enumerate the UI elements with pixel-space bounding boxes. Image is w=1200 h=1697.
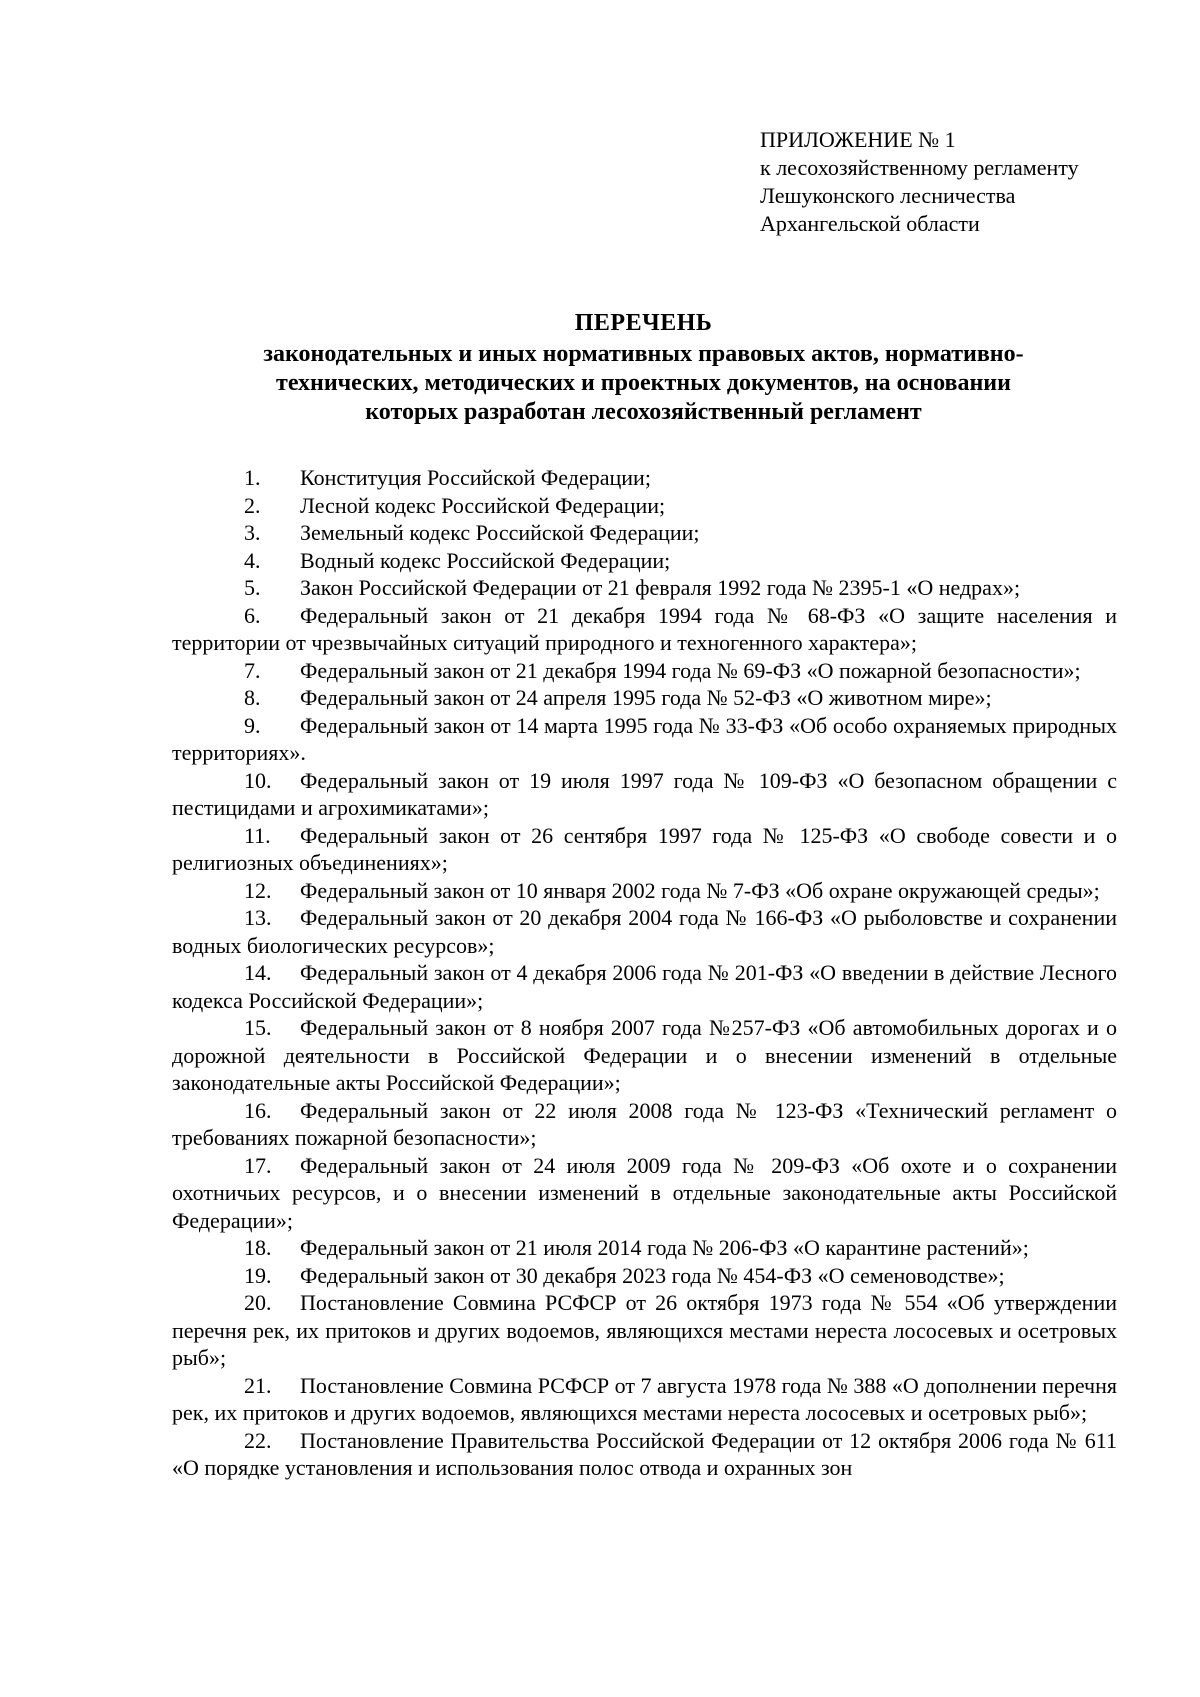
appendix-line-3: Лешуконского лесничества xyxy=(760,183,1016,208)
list-item-number: 3. xyxy=(244,520,261,545)
list-item xyxy=(172,904,1117,959)
appendix-line-4: Архангельской области xyxy=(760,211,980,236)
list-item-text: Конституция Российской Федерации; xyxy=(300,465,651,490)
list-item-text: Федеральный закон от 14 марта 1995 года № 33-ФЗ «Об особо охраняемых природных территориях». xyxy=(172,712,1117,765)
list-item xyxy=(172,602,1117,657)
list-item xyxy=(172,767,1117,822)
list-item-text: Водный кодекс Российской Федерации; xyxy=(300,547,671,573)
list-item-text: Федеральный закон от 21 декабря 1994 года № 69-ФЗ «О пожарной безопасности»; xyxy=(300,657,1081,683)
list-item xyxy=(172,1234,1117,1262)
list-item-number: 14. xyxy=(244,960,272,985)
list-item xyxy=(172,1014,1117,1097)
list-item-number: 1. xyxy=(244,465,261,490)
list-item xyxy=(172,1289,1117,1372)
list-item-text: Федеральный закон от 20 декабря 2004 года № 166-ФЗ «О рыболовстве и сохранении водных биологических ресурсов»; xyxy=(172,905,1117,958)
list-item-text: Федеральный закон от 4 декабря 2006 года № 201-ФЗ «О введении в действие Лесного кодекса Российской Федерации»; xyxy=(172,960,1117,1013)
list-item xyxy=(172,959,1117,1014)
list-item-text: Федеральный закон от 21 июля 2014 года № 206-ФЗ «О карантине растений»; xyxy=(300,1235,1029,1260)
page-subtitle xyxy=(170,340,1117,427)
acts-list xyxy=(172,464,1117,1482)
list-item xyxy=(172,684,1117,712)
list-item-text: Федеральный закон от 24 апреля 1995 года № 52-ФЗ «О животном мире»; xyxy=(300,685,992,710)
list-item-text: Федеральный закон от 26 сентября 1997 года № 125-ФЗ «О свободе совести и о религиозных объединениях»; xyxy=(172,822,1117,875)
list-item-number: 21. xyxy=(244,1372,272,1398)
list-item-number: 8. xyxy=(244,685,261,710)
list-item-text: Федеральный закон от 24 июля 2009 года № 209-ФЗ «Об охоте и о сохранении охотничьих ресурсов, и о внесении изменений в отдельные законодательные акты Российской Федерации»; xyxy=(172,1152,1117,1233)
list-item-number: 7. xyxy=(244,657,261,683)
list-item-number: 11. xyxy=(244,822,271,848)
list-item xyxy=(172,1427,1117,1482)
list-item xyxy=(172,547,1117,575)
list-item xyxy=(172,877,1117,905)
list-item-number: 5. xyxy=(244,575,261,600)
appendix-line-1: ПРИЛОЖЕНИЕ № 1 xyxy=(760,127,956,152)
list-item-number: 13. xyxy=(244,905,272,930)
list-item xyxy=(172,1152,1117,1235)
list-item-number: 20. xyxy=(244,1290,272,1315)
list-item-text: Федеральный закон от 30 декабря 2023 года № 454-ФЗ «О семеноводстве»; xyxy=(300,1262,1005,1288)
list-item xyxy=(172,1372,1117,1427)
list-item-number: 12. xyxy=(244,877,272,903)
list-item-text: Лесной кодекс Российской Федерации; xyxy=(300,492,666,518)
list-item xyxy=(172,492,1117,520)
list-item xyxy=(172,464,1117,492)
list-item-text: Федеральный закон от 8 ноября 2007 года №257-ФЗ «Об автомобильных дорогах и о дорожной деятельности в Российской Федерации и о внесении изменений в отдельные законодательные акты Российской Федерации»; xyxy=(172,1015,1117,1095)
list-item-number: 18. xyxy=(244,1235,272,1260)
list-item-number: 22. xyxy=(244,1427,272,1453)
list-item xyxy=(172,574,1117,602)
list-item-number: 9. xyxy=(244,712,261,738)
list-item-text: Постановление Совмина РСФСР от 7 августа 1978 года № 388 «О дополнении перечня рек, их притоков и других водоемов, являющихся местами нереста лососевых и осетровых рыб»; xyxy=(172,1372,1117,1425)
list-item-number: 19. xyxy=(244,1262,272,1288)
list-item xyxy=(172,519,1117,547)
list-item-text: Закон Российской Федерации от 21 февраля 1992 года № 2395-1 «О недрах»; xyxy=(300,575,1021,600)
list-item xyxy=(172,822,1117,877)
list-item xyxy=(172,712,1117,767)
list-item-text: Земельный кодекс Российской Федерации; xyxy=(300,520,700,545)
list-item-text: Федеральный закон от 10 января 2002 года № 7-ФЗ «Об охране окружающей среды»; xyxy=(300,877,1100,903)
subtitle-line-1: законодательных и иных нормативных правовых актов, нормативно- xyxy=(263,341,1024,367)
list-item xyxy=(172,657,1117,685)
list-item-text: Федеральный закон от 19 июля 1997 года № 109-ФЗ «О безопасном обращении с пестицидами и агрохимикатами»; xyxy=(172,767,1117,820)
list-item-number: 17. xyxy=(244,1152,272,1178)
list-item xyxy=(172,1097,1117,1152)
title-block xyxy=(170,308,1117,427)
list-item-number: 2. xyxy=(244,492,261,518)
page-title: ПЕРЕЧЕНЬ xyxy=(574,310,713,336)
list-item-number: 10. xyxy=(244,767,272,793)
list-item-text: Федеральный закон от 21 декабря 1994 года № 68-ФЗ «О защите населения и территории от чрезвычайных ситуаций природного и техногенного характера»; xyxy=(172,602,1117,655)
list-item-number: 4. xyxy=(244,547,261,573)
subtitle-line-3: которых разработан лесохозяйственный регламент xyxy=(365,399,922,425)
appendix-line-2: к лесохозяйственному регламенту xyxy=(760,155,1079,180)
subtitle-line-2: технических, методических и проектных документов, на основании xyxy=(276,370,1011,396)
appendix-block xyxy=(760,126,1180,238)
list-item-number: 15. xyxy=(244,1015,272,1040)
list-item xyxy=(172,1262,1117,1290)
list-item-number: 16. xyxy=(244,1097,272,1123)
list-item-text: Постановление Совмина РСФСР от 26 октября 1973 года № 554 «Об утверждении перечня рек, их притоков и других водоемов, являющихся местами нереста лососевых и осетровых рыб»; xyxy=(172,1290,1117,1370)
list-item-number: 6. xyxy=(244,602,261,628)
list-item-text: Постановление Правительства Российской Федерации от 12 октября 2006 года № 611 «О порядке установления и использования полос отвода и охранных зон xyxy=(172,1427,1117,1480)
list-item-text: Федеральный закон от 22 июля 2008 года № 123-ФЗ «Технический регламент о требованиях пожарной безопасности»; xyxy=(172,1097,1117,1150)
